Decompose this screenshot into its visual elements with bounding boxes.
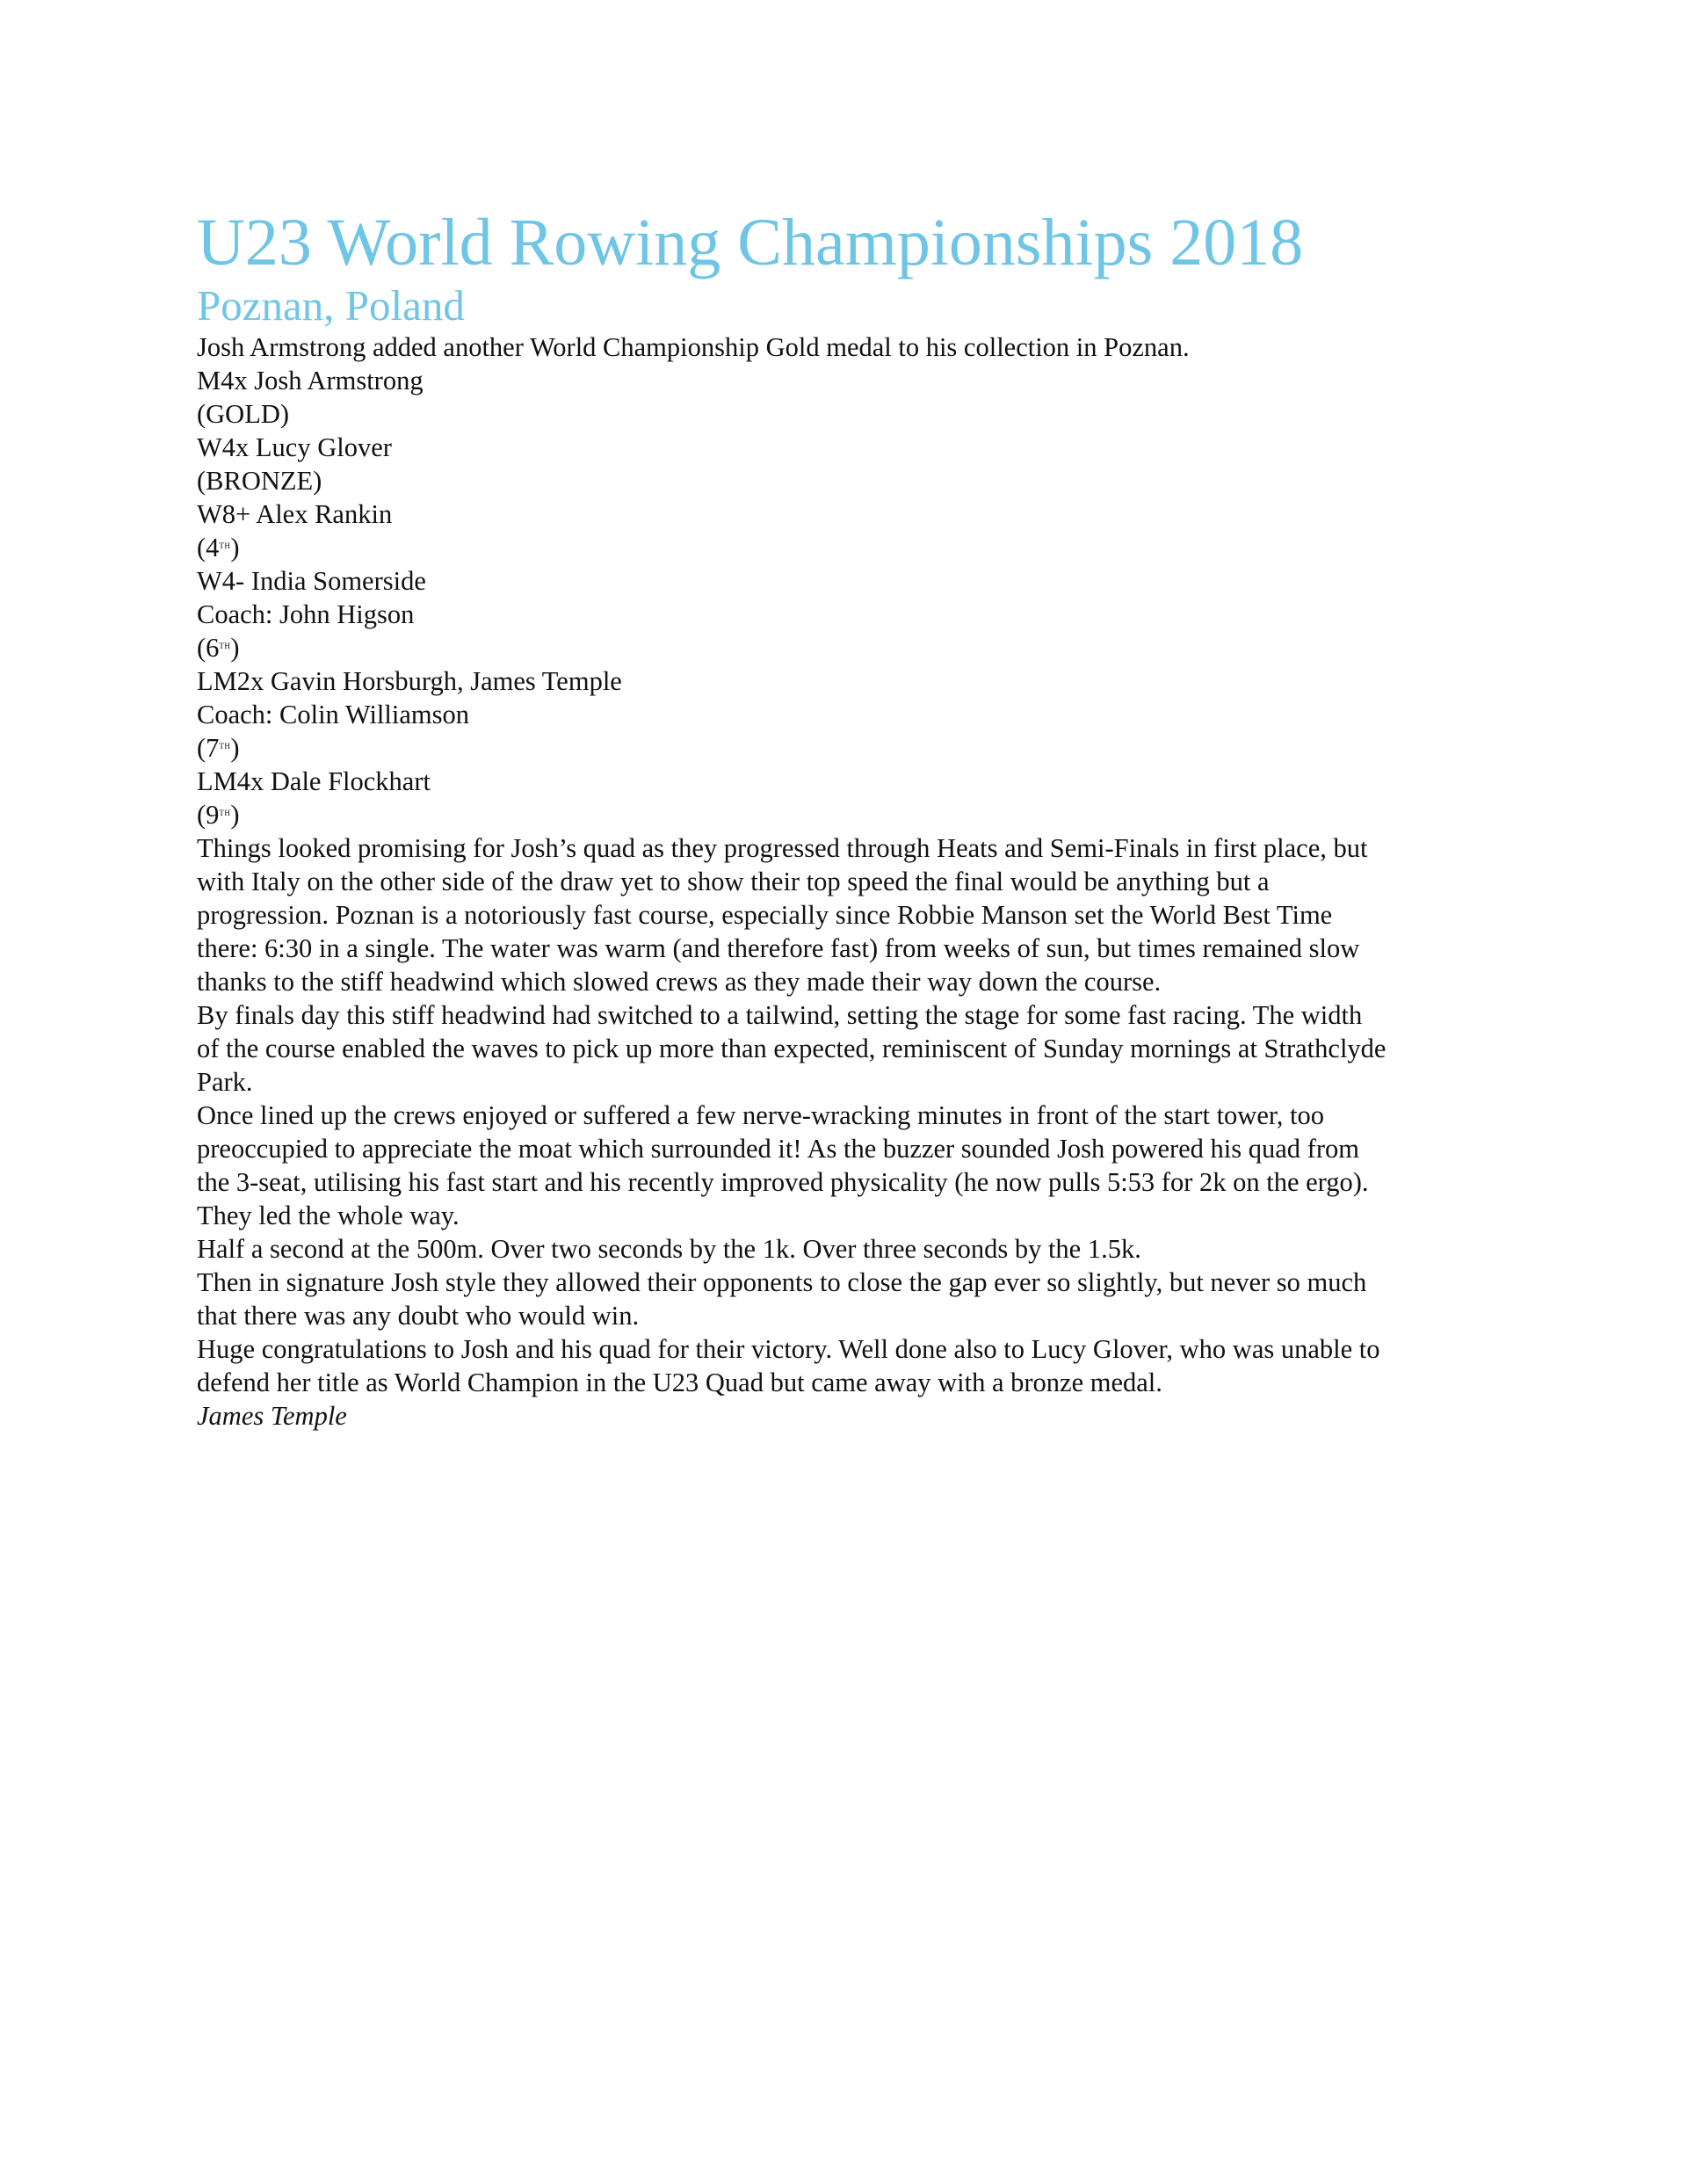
result-crew: LM2x Gavin Horsburgh, James Temple [197, 666, 622, 696]
result-crew: W4x Lucy Glover [197, 432, 392, 462]
paragraph: Once lined up the crews enjoyed or suffered a few nerve-wracking minutes in front of the start tower, too preoccupied to appreciate the moat which surrounded it! As the buzzer sounded Josh powered his quad from the 3-seat, utilising his fast start and his recently improved physicality (he now pulls 5:53 for 2k on the ergo). They led the whole way. [197, 1100, 1369, 1230]
place-suffix: TH [219, 642, 231, 650]
intro-text: Josh Armstrong added another World Championship Gold medal to his collection in Poznan. [197, 332, 1190, 362]
paragraph: Huge congratulations to Josh and his quad for their victory. Well done also to Lucy Glover, who was unable to defend her title as World Champion in the U23 Quad but came away with a bronze medal. [197, 1334, 1380, 1397]
result-crew: W8+ Alex Rankin [197, 499, 393, 529]
article [197, 199, 1506, 1433]
result-crew: LM4x Dale Flockhart [197, 766, 431, 796]
result-place: (6TH) [197, 633, 240, 663]
place-number: 4 [206, 533, 220, 562]
result-coach: Coach: Colin Williamson [197, 700, 469, 729]
page-subtitle: Poznan, Poland [197, 281, 465, 330]
paragraph: By finals day this stiff headwind had switched to a tailwind, setting the stage for some fast racing. The width of the course enabled the waves to pick up more than expected, reminiscent of Sunday mornings at Strathclyde Park. [197, 1000, 1387, 1097]
place-number: 7 [206, 733, 220, 763]
result-place: (GOLD) [197, 399, 290, 429]
result-place: (4TH) [197, 533, 240, 562]
place-suffix: TH [219, 541, 231, 550]
paragraph: Half a second at the 500m. Over two seconds by the 1k. Over three seconds by the 1.5k. [197, 1234, 1141, 1264]
article-body [197, 330, 1506, 1433]
page-title: U23 World Rowing Championships 2018 [197, 206, 1304, 279]
paragraph: Then in signature Josh style they allowed their opponents to close the gap ever so slightly, but never so much that there was any doubt who would win. [197, 1267, 1367, 1331]
result-place: (9TH) [197, 800, 240, 830]
result-crew: M4x Josh Armstrong [197, 366, 424, 395]
place-number: 9 [206, 800, 220, 830]
result-crew: W4- India Somerside [197, 566, 426, 596]
paragraph: Things looked promising for Josh’s quad as they progressed through Heats and Semi-Finals in first place, but with Italy on the other side of the draw yet to show their top speed the final would be anything but a progression. Poznan is a notoriously fast course, especially since Robbie Manson set the World Best Time there: 6:30 in a single. The water was warm (and therefore fast) from weeks of sun, but times remained slow thanks to the stiff headwind which slowed crews as they made their way down the course. [197, 833, 1368, 997]
place-suffix: TH [219, 742, 231, 751]
result-coach: Coach: John Higson [197, 599, 415, 629]
result-place: (BRONZE) [197, 466, 322, 496]
place-suffix: TH [219, 809, 231, 817]
author-signature: James Temple [197, 1401, 347, 1431]
result-place: (7TH) [197, 733, 240, 763]
place-number: 6 [206, 633, 220, 663]
